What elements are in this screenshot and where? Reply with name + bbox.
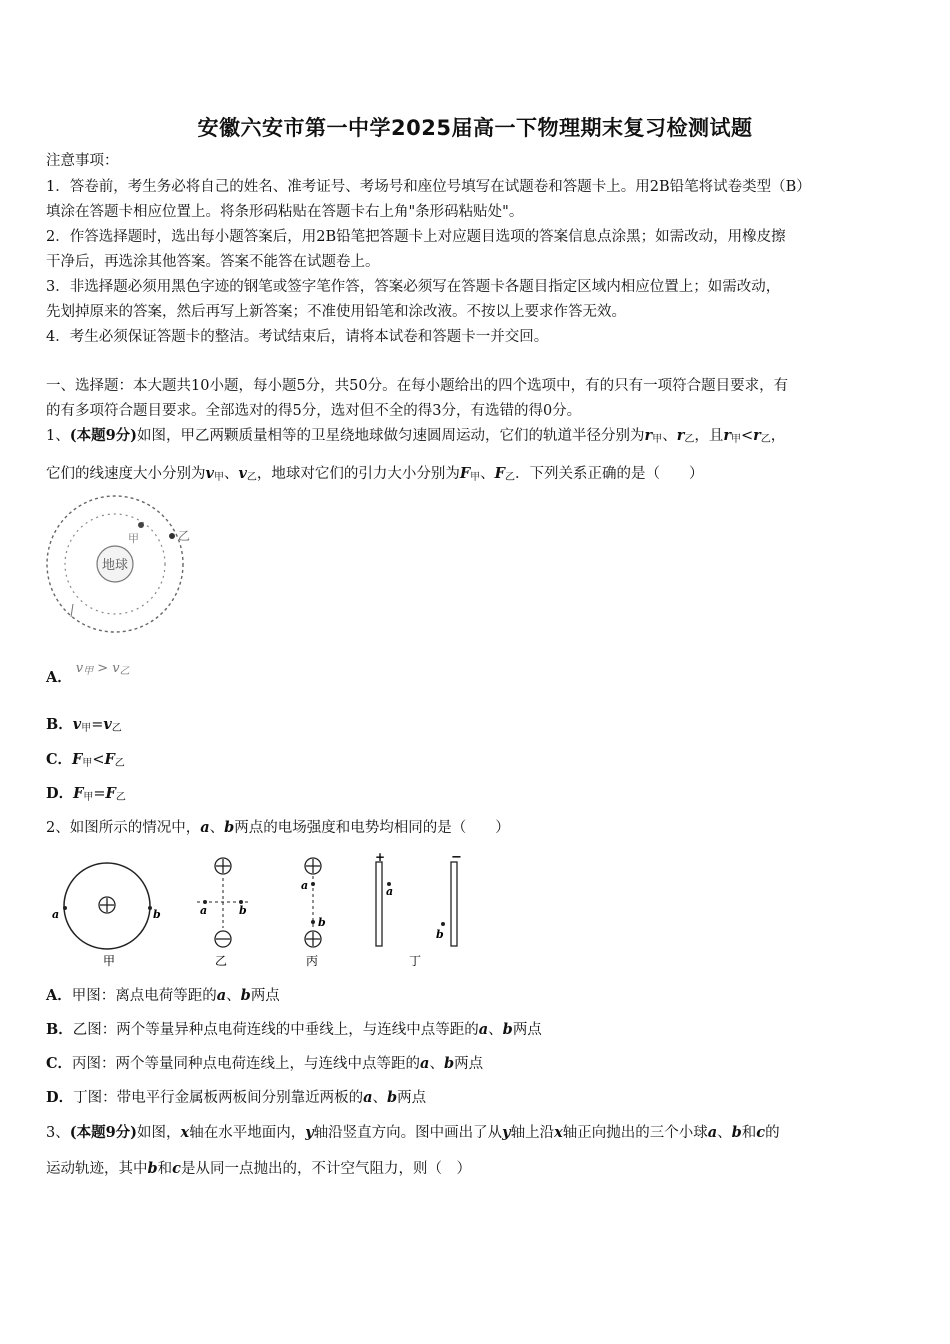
sub-jia: 甲 (83, 666, 94, 677)
q2-option-c: C．丙图：两个等量同种点电荷连线上，与连线中点等距的a、b两点 (46, 1055, 484, 1072)
fig-ding-minus: − (451, 850, 462, 865)
q1-orbit-figure (40, 492, 200, 637)
notice-line: 先划掉原来的答案，然后再写上新答案；不准使用铅笔和涂改液。不按以上要求作答无效。 (46, 304, 626, 320)
satellite-jia-label: 甲 (128, 532, 139, 545)
q1-stem-line1: 1、(本题9分)如图，甲乙两颗质量相等的卫星绕地球做匀速圆周运动，它们的轨道半径分别为$r_甲$、$r_乙$，且$r_甲<r_乙$， (46, 427, 786, 445)
fig-bing-a: a (301, 879, 309, 892)
sub-yi: 乙 (119, 666, 130, 677)
satellite-yi (169, 533, 175, 539)
fig-yi-b: b (239, 904, 247, 917)
q2-field-figures (45, 848, 475, 973)
q1-option-a: A．$v_甲 > v_乙$ (46, 661, 130, 686)
satellite-yi-label: 乙 (178, 529, 191, 543)
q1-stem-line2: 它们的线速度大小分别为$v_甲$、$v_乙$，地球对它们的引力大小分别为$F_甲$、$F_乙$．下列关系正确的是（ ） (46, 465, 704, 483)
fig-bing-label: 丙 (306, 954, 319, 968)
notice-line: 3．非选择题必须用黑色字迹的钢笔或签字笔作答，答案必须写在答题卡各题目指定区域内相应位置上；如需改动， (46, 279, 781, 295)
earth-label: 地球 (101, 558, 129, 573)
page-title: 安徽六安市第一中学2025届高一下物理期末复习检测试题 (197, 116, 753, 140)
q2-option-d: D．丁图：带电平行金属板两板间分别靠近两板的a、b两点 (46, 1089, 427, 1106)
fig-jia-a: a (52, 908, 60, 921)
q2-stem: 2、如图所示的情况中，a、b两点的电场强度和电势均相同的是（ ） (46, 819, 510, 836)
fig-ding-plate-left (376, 862, 382, 946)
satellite-jia (138, 522, 144, 528)
fig-yi-a: a (200, 904, 208, 917)
q1-option-c: C．$F_甲<F_乙$ (46, 751, 125, 769)
fig-jia-b: b (153, 908, 161, 921)
notice-line: 1．答卷前，考生务必将自己的姓名、准考证号、考场号和座位号填写在试题卷和答题卡上。用2B铅笔将试卷类型（B） (46, 179, 811, 195)
notice-line: 2．作答选择题时，选出每小题答案后，用2B铅笔把答题卡上对应题目选项的答案信息点涂黑；如需改动，用橡皮擦 (46, 229, 786, 245)
section-heading: 一、选择题：本大题共10小题，每小题5分，共50分。在每小题给出的四个选项中，有的只有一项符合题目要求，有 (46, 378, 789, 394)
q3-stem-line1: 3、(本题9分)如图，x轴在水平地面内，y轴沿竖直方向。图中画出了从y轴上沿x轴正向抛出的三个小球a、b和c的 (46, 1124, 780, 1141)
q3-stem-line2: 运动轨迹，其中b和c是从同一点抛出的，不计空气阻力，则（ ） (46, 1160, 471, 1177)
fig-ding-b: b (436, 928, 444, 941)
section-heading: 的有多项符合题目要求。全部选对的得5分，选对但不全的得3分，有选错的得0分。 (46, 403, 582, 419)
q2-option-b: B．乙图：两个等量异种点电荷连线的中垂线上，与连线中点等距的a、b两点 (46, 1021, 542, 1038)
notice-heading: 注意事项： (46, 153, 119, 169)
q1-option-d: D．$F_甲=F_乙$ (46, 785, 126, 803)
fig-ding-plate-right (451, 862, 457, 946)
fig-ding-a: a (386, 885, 394, 898)
q2-option-a: A．甲图：离点电荷等距的a、b两点 (46, 987, 280, 1004)
q1-option-b: B．$v_甲=v_乙$ (46, 716, 122, 734)
fig-jia-label: 甲 (103, 954, 116, 968)
notice-line: 填涂在答题卡相应位置上。将条形码粘贴在答题卡右上角"条形码粘贴处"。 (46, 204, 524, 220)
notice-line: 4．考生必须保证答题卡的整洁。考试结束后，请将本试卷和答题卡一并交回。 (46, 329, 549, 345)
fig-yi-label: 乙 (215, 954, 228, 968)
fig-bing-b: b (318, 916, 326, 929)
fig-ding-label: 丁 (409, 954, 422, 968)
notice-line: 干净后，再选涂其他答案。答案不能答在试题卷上。 (46, 254, 380, 270)
fig-ding-plus: + (375, 850, 386, 864)
